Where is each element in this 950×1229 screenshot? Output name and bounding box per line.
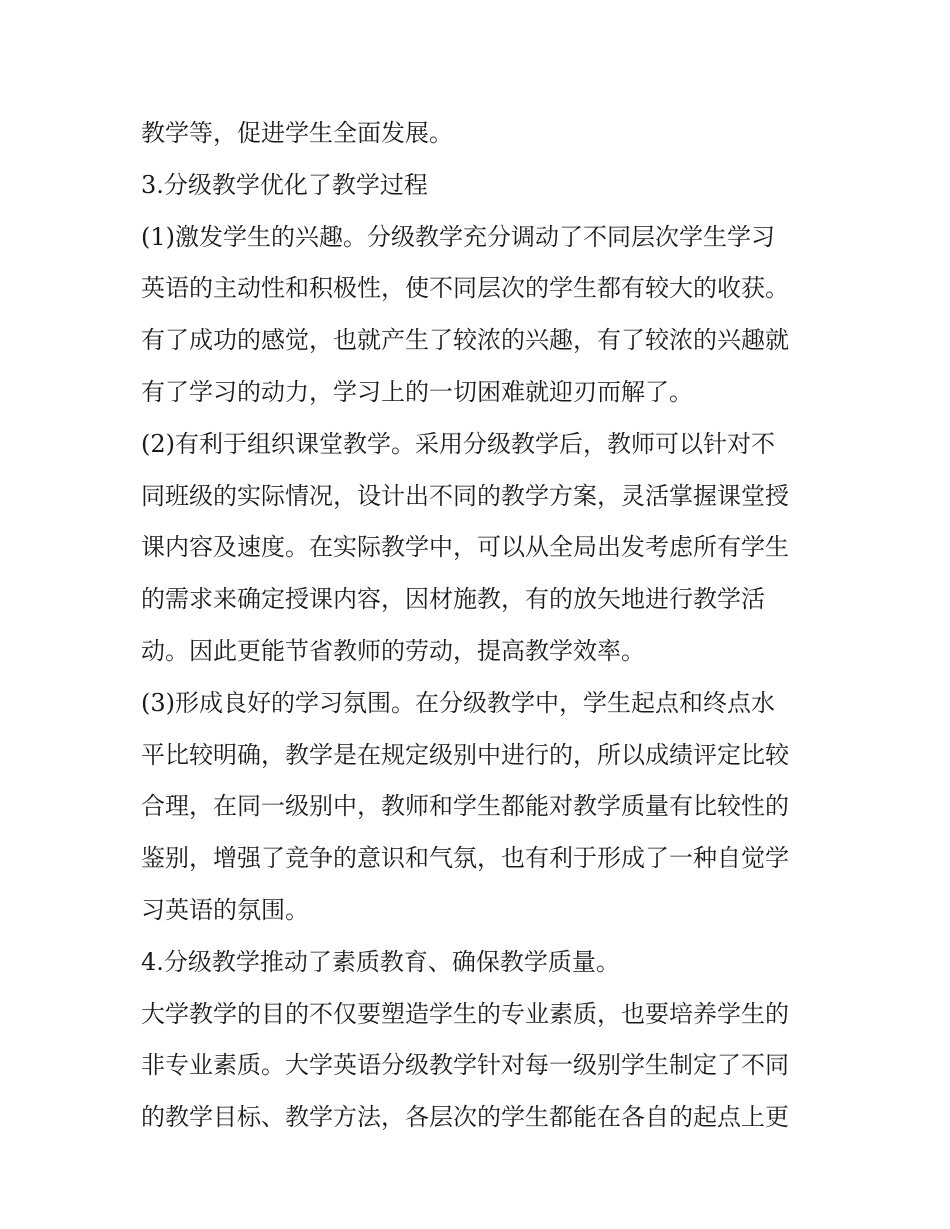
text-line: 英语的主动性和积极性，使不同层次的学生都有较大的收获。 bbox=[141, 274, 789, 303]
text-line: (3)形成良好的学习氛围。在分级教学中，学生起点和终点水 bbox=[141, 688, 775, 717]
text-line: 平比较明确，教学是在规定级别中进行的，所以成绩评定比较 bbox=[141, 740, 789, 769]
text-line: 合理，在同一级别中，教师和学生都能对教学质量有比较性的 bbox=[141, 792, 789, 821]
text-line: 课内容及速度。在实际教学中，可以从全局出发考虑所有学生 bbox=[141, 533, 789, 562]
text-line: 习英语的氛围。 bbox=[141, 895, 309, 924]
text-line: 的教学目标、教学方法，各层次的学生都能在各自的起点上更 bbox=[141, 1103, 789, 1132]
text-line: 的需求来确定授课内容，因材施教，有的放矢地进行教学活 bbox=[141, 585, 765, 614]
text-line: 教学等，促进学生全面发展。 bbox=[141, 119, 453, 147]
body-text bbox=[141, 108, 821, 1144]
text-line: 动。因此更能节省教师的劳动，提高教学效率。 bbox=[141, 636, 645, 665]
text-line: 鉴别，增强了竞争的意识和气氛，也有利于形成了一种自觉学 bbox=[141, 844, 789, 873]
text-line: (2)有利于组织课堂教学。采用分级教学后，教师可以针对不 bbox=[141, 429, 775, 458]
text-line: (1)激发学生的兴趣。分级教学充分调动了不同层次学生学习 bbox=[141, 222, 775, 251]
text-line: 有了学习的动力，学习上的一切困难就迎刃而解了。 bbox=[141, 377, 693, 406]
text-line: 有了成功的感觉，也就产生了较浓的兴趣，有了较浓的兴趣就 bbox=[141, 326, 789, 355]
text-line: 同班级的实际情况，设计出不同的教学方案，灵活掌握课堂授 bbox=[141, 481, 789, 510]
section-heading: 3.分级教学优化了教学过程 bbox=[141, 170, 428, 199]
text-line: 非专业素质。大学英语分级教学针对每一级别学生制定了不同 bbox=[141, 1051, 789, 1080]
section-heading: 4.分级教学推动了素质教育、确保教学质量。 bbox=[141, 947, 620, 976]
text-line: 大学教学的目的不仅要塑造学生的专业素质，也要培养学生的 bbox=[141, 999, 789, 1028]
